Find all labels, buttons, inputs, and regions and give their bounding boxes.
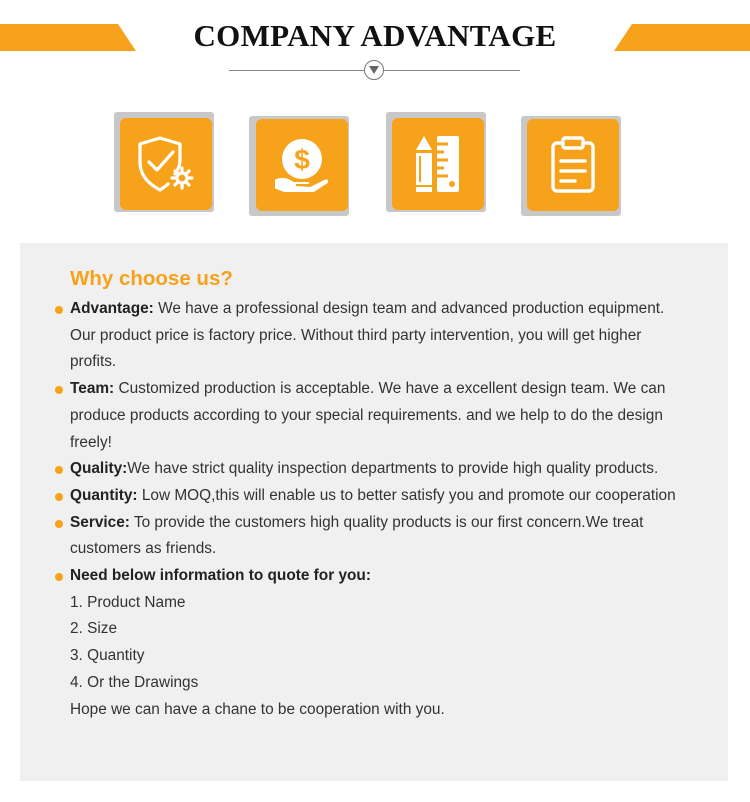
icon-tile-price	[249, 116, 353, 220]
page-title: COMPANY ADVANTAGE	[193, 18, 557, 53]
icon-tile-service	[521, 116, 625, 220]
team-text: Customized production is acceptable. We have a excellent design team. We can produce products according to your special requirements. and we help to do the design freely!	[70, 380, 666, 451]
advantage-text: We have a professional design team and advanced production equipment. Our product price is factory price. Without third party intervention, you will get higher profits.	[70, 300, 665, 371]
shield-check-gear-icon	[134, 132, 198, 196]
icon-tile-design	[386, 112, 490, 216]
advantage-list	[70, 296, 690, 723]
quote-item-quantity: 3. Quantity	[70, 647, 145, 665]
pencil-ruler-icon	[406, 132, 470, 196]
icon-tile-quality	[114, 112, 218, 216]
list-item-service	[70, 510, 690, 563]
advantage-label: Advantage:	[70, 300, 154, 317]
list-item-team	[70, 376, 690, 456]
quality-label: Quality:	[70, 460, 128, 478]
dollar-hand-icon	[270, 133, 334, 197]
chevron-down-circle-icon	[364, 60, 384, 80]
clipboard-icon	[541, 133, 605, 197]
quality-text: We have strict quality inspection departments to provide high quality products.	[127, 460, 659, 478]
quote-item-product-name: 1. Product Name	[70, 593, 186, 611]
svg-text:$: $	[294, 144, 310, 175]
quote-label: Need below information to quote for you:	[70, 567, 371, 585]
quantity-label: Quantity:	[70, 486, 138, 504]
service-label: Service:	[70, 513, 130, 531]
list-item-quote	[70, 563, 690, 590]
panel-heading: Why choose us?	[70, 267, 233, 290]
service-text: To provide the customers high quality products is our first concern.We treat customers as friends.	[70, 513, 644, 558]
list-item-quantity	[70, 483, 690, 510]
left-banner-line	[45, 60, 117, 63]
closing-text: Hope we can have a chane to be cooperation with you.	[70, 700, 445, 718]
list-item-quality	[70, 456, 690, 483]
quantity-text: Low MOQ,this will enable us to better satisfy you and promote our cooperation	[137, 486, 676, 504]
why-choose-panel	[20, 243, 728, 781]
right-banner-line	[636, 60, 708, 63]
quote-item-drawings: 4. Or the Drawings	[70, 673, 199, 691]
team-label: Team:	[70, 380, 115, 398]
quote-item-size: 2. Size	[70, 620, 118, 638]
list-item-advantage	[70, 296, 690, 376]
